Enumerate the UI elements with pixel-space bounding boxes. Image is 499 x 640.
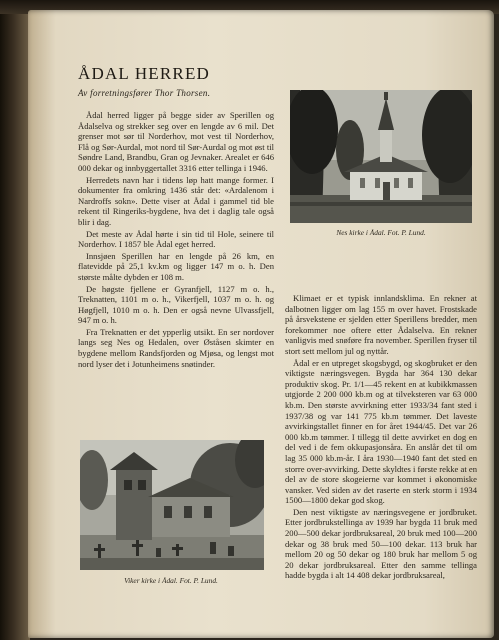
right-text-column [285,293,477,582]
article-author: Av forretningsfører Thor Thorsen. [78,88,211,98]
left-text-column [78,110,274,370]
viker-church-caption: Viker kirke i Ådal. Fot. P. Lund. [124,576,218,585]
paragraph: Herredets navn har i tidens løp hatt mange former. I dokumenter fra omkring 1436 står det: «Ardalenom i Nardroffs sokn». Dette viser at Ådal i gammel tid ble rekent til Ringeriks-bygdene, hva det i daglig tale også blir i dag. [78,174,274,227]
nes-church-caption: Nes kirke i Ådal. Fot. P. Lund. [336,228,426,237]
paragraph: Innsjøen Sperillen har en lengde på 26 km, en flatevidde på 25,1 kv.km og ligger 147 m o. h. Den største målte dybden er 108 m. [78,250,274,282]
paragraph: Fra Treknatten er det ypperlig utsikt. En ser nordover langs seg Nes og Hedalen, over Øståsen skimter en bygdene mellom Randsfjorden og Mjøsa, og lengst mot nord lyser det i Jotunheimens snøtinder. [78,326,274,369]
paragraph: Det meste av Ådal hørte i sin tid til Hole, seinere til Norderhov. I 1857 ble Ådal eget herred. [78,228,274,250]
book-spine-edge [0,0,30,640]
paragraph: Ådal er en utpreget skogsbygd, og skogbruket er den viktigste næringsvegen. Bygda har 364 130 dekar produktiv skog. Pr. 1/1—45 rekent en at kubikkmassen utgjorde 2 200 000 kb.m og at tilveksteren var 63 000 kb.m. Den største avvirkning etter 1933/34 fant sted i 1937/38 og var 141 775 kb.m tømmer. Det laveste avvirkingstallet finner en for året 1944/45. Det var 26 000 kb.m tømmer. I tillegg til dette avvirket en dog en del ved i de fem okkupasjonsåra. En anslår det til om lag 35 000 kb.m-år. I åra 1930—1940 fant det sted en storre over-avvirking. Dette skyldtes i første rekke at en del av de store skogeierne var kommet i økonomiske vansker. Ved siden av det raserte en sterk storm i 1934 1500—1800 dekar god skog. [285,357,477,506]
book-page [28,10,494,638]
paragraph: Ådal herred ligger på begge sider av Sperillen og Ådalselva og strekker seg over en lengde av 6 mil. Det grenser mot sør til Norderhov, mot vest til Norderhov, Flå og Sør-Aurdal, mot nord til Sør-Aurdal og mot øst til Søndre Land, Brandbu, Gran og Jevnaker. Arealet er 646 000 dekar og innbyggertallet 3316 etter tellinga i 1946. [78,110,274,173]
nes-church-photo [290,90,472,223]
paragraph: Klimaet er et typisk innlandsklima. En rekner at dalbotnen ligger om lag 155 m over havet. Frostskade på årsvekstene er sjelden etter Sperillens bredder, men forekommer noe oftere etter Ådalselva. En rekner vanligvis med snøføre fra november. Sperillen fryser til stort sett mellom jul og nyttår. [285,293,477,356]
paragraph: De høgste fjellene er Gyranfjell, 1127 m o. h., Treknatten, 1101 m o. h., Vikerfjell, 1037 m o. h. og Høgfjell, 1010 m o. h. Den er også nevne Ulvassfjell, 947 m o. h. [78,283,274,326]
viker-church-photo [80,440,264,570]
article-title: ÅDAL HERRED [78,64,211,83]
paragraph: Den nest viktigste av næringsvegene er jordbruket. Etter jordbrukstellinga av 1939 har bygda 11 bruk med 200—500 dekar jordbruksareal, 20 bruk med 100—200 dekar og 38 bruk med 50—100 dekar. 113 bruk har mellom 20 og 50 dekar og 180 bruk har mellom 5 og 20 dekar jordbruksareal. Etter den samme tellinga hadde bygda i alt 14 408 dekar jordbruksareal, [285,506,477,581]
